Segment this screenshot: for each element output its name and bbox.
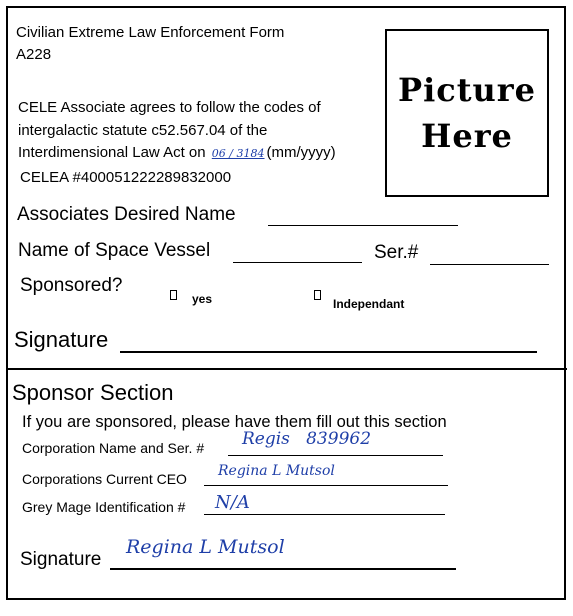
- picture-label-line2: Here: [421, 117, 513, 155]
- sponsor-instruction: If you are sponsored, please have them fill out this section: [22, 413, 447, 431]
- sponsored-independent-checkbox[interactable]: [314, 290, 321, 300]
- associate-signature-label: Signature: [14, 327, 109, 352]
- corp-name-line: [228, 455, 443, 456]
- agreement-line-2: intergalactic statute c52.567.04 of the: [18, 122, 268, 139]
- ceo-line: [204, 485, 448, 486]
- vessel-name-field[interactable]: [233, 262, 362, 263]
- mage-id-line: [204, 514, 445, 515]
- picture-box[interactable]: [385, 29, 549, 197]
- mage-id-value[interactable]: N/A: [215, 492, 250, 513]
- vessel-label: Name of Space Vessel: [18, 240, 211, 261]
- sponsor-signature-label: Signature: [20, 549, 102, 570]
- serial-label: Ser.#: [374, 242, 419, 263]
- corp-name-value[interactable]: Regis 839962: [242, 429, 372, 449]
- desired-name-field[interactable]: [268, 225, 458, 226]
- sponsored-yes-label: yes: [192, 292, 213, 306]
- picture-label-line1: Picture: [398, 71, 536, 109]
- form-title: Civilian Extreme Law Enforcement Form: [16, 24, 285, 41]
- agreement-line-3-suffix: (mm/yyyy): [266, 144, 336, 161]
- corp-name-label: Corporation Name and Ser. #: [22, 440, 205, 456]
- associate-signature-field[interactable]: [120, 351, 537, 353]
- celea-number: CELEA #400051222289832000: [20, 169, 232, 186]
- sponsored-yes-checkbox[interactable]: [170, 290, 177, 300]
- sponsored-label: Sponsored?: [20, 275, 123, 296]
- agreement-line-1: CELE Associate agrees to follow the codes of: [18, 99, 321, 116]
- ceo-value[interactable]: Regina L Mutsol: [218, 463, 335, 479]
- mage-id-label: Grey Mage Identification #: [22, 499, 186, 515]
- section-divider: [6, 368, 567, 370]
- agreement-line-3-prefix: Interdimensional Law Act on: [18, 144, 206, 161]
- agreement-line-3: [18, 144, 336, 161]
- desired-name-label: Associates Desired Name: [17, 204, 236, 225]
- sponsor-signature-line: [110, 568, 456, 570]
- sponsor-signature-value[interactable]: Regina L Mutsol: [126, 536, 285, 558]
- form-code: A228: [16, 46, 52, 63]
- serial-number-field[interactable]: [430, 264, 549, 265]
- ceo-label: Corporations Current CEO: [22, 471, 187, 487]
- sponsor-heading: Sponsor Section: [12, 380, 174, 405]
- agreement-date-field[interactable]: 06 / 3184: [211, 147, 265, 160]
- sponsored-independent-label: Independant: [333, 297, 405, 311]
